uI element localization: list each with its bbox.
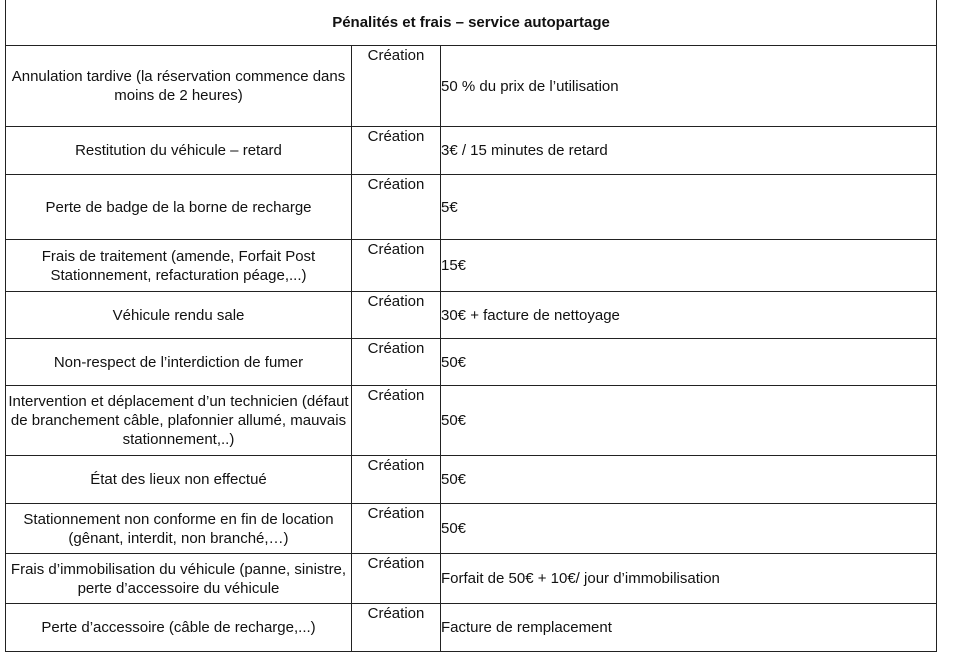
fee-action: Création	[352, 554, 441, 604]
table-row	[6, 339, 937, 386]
fee-amount: 50 % du prix de l’utilisation	[441, 46, 937, 127]
fee-label: Restitution du véhicule – retard	[6, 127, 352, 175]
table-row	[6, 46, 937, 127]
fee-amount: 15€	[441, 240, 937, 292]
fee-label: Annulation tardive (la réservation commence dans moins de 2 heures)	[6, 46, 352, 127]
fee-amount: 3€ / 15 minutes de retard	[441, 127, 937, 175]
fee-action: Création	[352, 604, 441, 652]
table-row	[6, 240, 937, 292]
fee-amount: 50€	[441, 386, 937, 456]
fee-label: Non-respect de l’interdiction de fumer	[6, 339, 352, 386]
fee-amount: 5€	[441, 175, 937, 240]
fee-action: Création	[352, 292, 441, 339]
fee-action: Création	[352, 339, 441, 386]
fee-amount: 50€	[441, 456, 937, 504]
fee-amount: Facture de remplacement	[441, 604, 937, 652]
table-row	[6, 292, 937, 339]
penalties-fees-table	[5, 0, 937, 652]
fee-label: Véhicule rendu sale	[6, 292, 352, 339]
table-title: Pénalités et frais – service autopartage	[6, 0, 937, 46]
fee-amount: 50€	[441, 504, 937, 554]
fee-action: Création	[352, 46, 441, 127]
fee-amount: 30€ + facture de nettoyage	[441, 292, 937, 339]
fee-amount: Forfait de 50€ + 10€/ jour d’immobilisation	[441, 554, 937, 604]
fee-amount: 50€	[441, 339, 937, 386]
fee-action: Création	[352, 386, 441, 456]
fee-label: État des lieux non effectué	[6, 456, 352, 504]
table-row	[6, 554, 937, 604]
fee-action: Création	[352, 504, 441, 554]
table-row	[6, 175, 937, 240]
fee-label: Frais d’immobilisation du véhicule (panne, sinistre, perte d’accessoire du véhicule	[6, 554, 352, 604]
table-row	[6, 386, 937, 456]
fee-label: Stationnement non conforme en fin de location (gênant, interdit, non branché,…)	[6, 504, 352, 554]
fee-action: Création	[352, 175, 441, 240]
fee-label: Frais de traitement (amende, Forfait Post Stationnement, refacturation péage,...)	[6, 240, 352, 292]
table-row	[6, 604, 937, 652]
fee-label: Perte de badge de la borne de recharge	[6, 175, 352, 240]
table-header-row	[6, 0, 937, 46]
fee-action: Création	[352, 127, 441, 175]
fee-action: Création	[352, 240, 441, 292]
fee-label: Perte d’accessoire (câble de recharge,...)	[6, 604, 352, 652]
fee-action: Création	[352, 456, 441, 504]
table-row	[6, 456, 937, 504]
fee-label: Intervention et déplacement d’un technicien (défaut de branchement câble, plafonnier allumé, mauvais stationnement,..)	[6, 386, 352, 456]
table-row	[6, 127, 937, 175]
table-row	[6, 504, 937, 554]
